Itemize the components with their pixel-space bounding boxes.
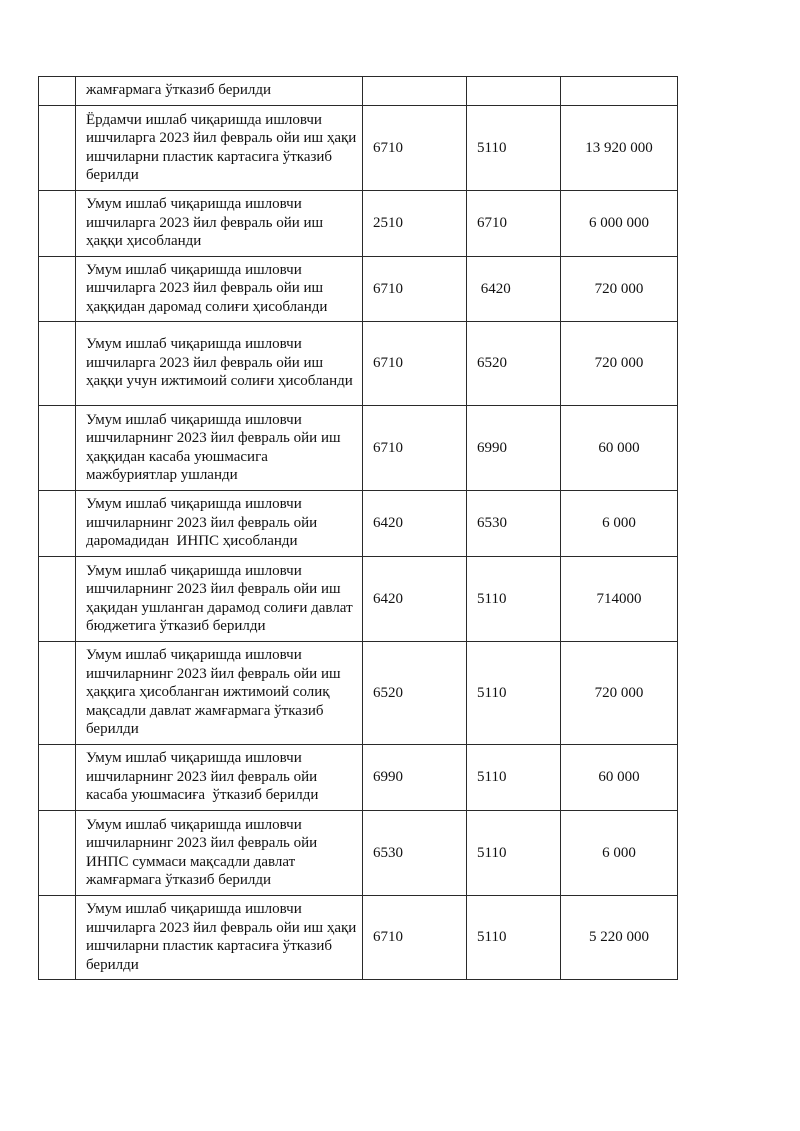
row-number-cell	[39, 557, 76, 642]
credit-account-cell: 6520	[467, 322, 561, 406]
description-cell: Умум ишлаб чиқаришда ишловчи ишчиларга 2023 йил февраль ойи иш ҳаққи ҳисобланди	[76, 191, 363, 257]
credit-account-cell: 5110	[467, 557, 561, 642]
amount-cell: 60 000	[561, 745, 678, 811]
amount-cell: 60 000	[561, 406, 678, 491]
amount-cell: 13 920 000	[561, 106, 678, 191]
row-number-cell	[39, 406, 76, 491]
row-number-cell	[39, 811, 76, 896]
row-number-cell	[39, 191, 76, 257]
ledger-table	[38, 76, 678, 980]
credit-account-cell: 5110	[467, 642, 561, 745]
description-cell: жамғармага ўтказиб берилди	[76, 77, 363, 106]
description-cell: Умум ишлаб чиқаришда ишловчи ишчиларнинг 2023 йил февраль ойи иш ҳаққидан касаба уюшмасига мажбуриятлар ушланди	[76, 406, 363, 491]
amount-cell: 6 000	[561, 491, 678, 557]
debit-account-cell	[363, 77, 467, 106]
table-row	[39, 257, 678, 322]
description-cell: Умум ишлаб чиқаришда ишловчи ишчиларга 2023 йил февраль ойи иш ҳаққи учун ижтимоий солиғи ҳисобланди	[76, 322, 363, 406]
debit-account-cell: 6710	[363, 406, 467, 491]
debit-account-cell: 6520	[363, 642, 467, 745]
table-row	[39, 642, 678, 745]
credit-account-cell: 6420	[467, 257, 561, 322]
description-cell: Ёрдамчи ишлаб чиқаришда ишловчи ишчиларга 2023 йил февраль ойи иш ҳақи ишчиларни пластик картасига ўтказиб берилди	[76, 106, 363, 191]
row-number-cell	[39, 257, 76, 322]
credit-account-cell: 6990	[467, 406, 561, 491]
amount-cell: 720 000	[561, 257, 678, 322]
table-row	[39, 811, 678, 896]
credit-account-cell: 5110	[467, 745, 561, 811]
amount-cell: 714000	[561, 557, 678, 642]
row-number-cell	[39, 77, 76, 106]
description-cell: Умум ишлаб чиқаришда ишловчи ишчиларнинг 2023 йил февраль ойи даромадидан ИНПС ҳисобланди	[76, 491, 363, 557]
amount-cell	[561, 77, 678, 106]
table-row	[39, 557, 678, 642]
table-row	[39, 322, 678, 406]
table-row	[39, 745, 678, 811]
amount-cell: 6 000	[561, 811, 678, 896]
description-cell: Умум ишлаб чиқаришда ишловчи ишчиларга 2023 йил февраль ойи иш ҳаққидан даромад солиғи ҳисобланди	[76, 257, 363, 322]
credit-account-cell: 5110	[467, 106, 561, 191]
row-number-cell	[39, 491, 76, 557]
debit-account-cell: 6990	[363, 745, 467, 811]
amount-cell: 6 000 000	[561, 191, 678, 257]
description-cell: Умум ишлаб чиқаришда ишловчи ишчиларнинг 2023 йил февраль ойи иш ҳаққига ҳисобланган ижтимоий солиқ мақсадли давлат жамғармага ўтказиб берилди	[76, 642, 363, 745]
row-number-cell	[39, 106, 76, 191]
table-row	[39, 406, 678, 491]
description-cell: Умум ишлаб чиқаришда ишловчи ишчиларга 2023 йил февраль ойи иш ҳақи ишчиларни пластик картасиға ўтказиб берилди	[76, 896, 363, 980]
table-row	[39, 77, 678, 106]
amount-cell: 5 220 000	[561, 896, 678, 980]
row-number-cell	[39, 642, 76, 745]
debit-account-cell: 6710	[363, 896, 467, 980]
table-row	[39, 896, 678, 980]
table-row	[39, 106, 678, 191]
debit-account-cell: 6710	[363, 106, 467, 191]
debit-account-cell: 6420	[363, 491, 467, 557]
row-number-cell	[39, 745, 76, 811]
amount-cell: 720 000	[561, 322, 678, 406]
debit-account-cell: 6420	[363, 557, 467, 642]
description-cell: Умум ишлаб чиқаришда ишловчи ишчиларнинг 2023 йил февраль ойи ИНПС суммаси мақсадли давлат жамғармага ўтказиб берилди	[76, 811, 363, 896]
credit-account-cell: 5110	[467, 896, 561, 980]
table-row	[39, 491, 678, 557]
credit-account-cell: 6710	[467, 191, 561, 257]
credit-account-cell	[467, 77, 561, 106]
debit-account-cell: 6710	[363, 257, 467, 322]
row-number-cell	[39, 896, 76, 980]
description-cell: Умум ишлаб чиқаришда ишловчи ишчиларнинг 2023 йил февраль ойи касаба уюшмасиға ўтказиб берилди	[76, 745, 363, 811]
credit-account-cell: 6530	[467, 491, 561, 557]
table-row	[39, 191, 678, 257]
row-number-cell	[39, 322, 76, 406]
debit-account-cell: 2510	[363, 191, 467, 257]
credit-account-cell: 5110	[467, 811, 561, 896]
description-cell: Умум ишлаб чиқаришда ишловчи ишчиларнинг 2023 йил февраль ойи иш ҳақидан ушланган дарамод солиғи давлат бюджетига ўтказиб берилди	[76, 557, 363, 642]
amount-cell: 720 000	[561, 642, 678, 745]
debit-account-cell: 6530	[363, 811, 467, 896]
debit-account-cell: 6710	[363, 322, 467, 406]
